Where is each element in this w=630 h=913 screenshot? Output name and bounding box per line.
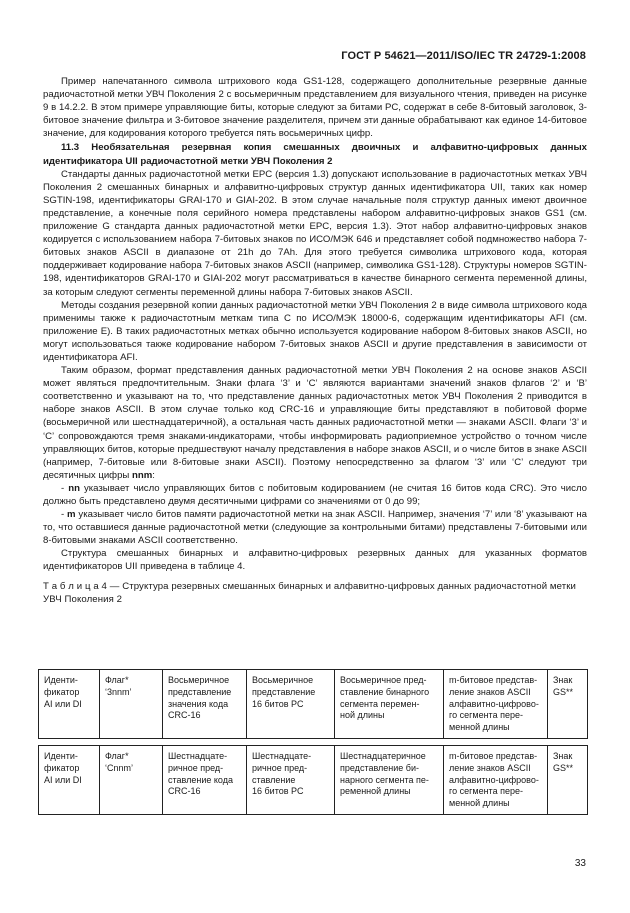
cell-crc: [163, 670, 247, 739]
cell-line: Восьмеричное: [168, 675, 230, 685]
cell-line: Шестнадцате-: [168, 751, 228, 761]
cell-pc-bits: [247, 746, 335, 815]
cell-binary-segment: [335, 746, 444, 815]
cell-line: нарного сегмента пе-: [340, 774, 429, 785]
section-title: 11.3 Необязательная резервная копия смешанных двоичных и алфавитно-цифровых данных идентификатора UII радиочастотной метки УВЧ Поколения 2: [43, 142, 587, 167]
cell-line: AI или DI: [44, 698, 82, 709]
cell-line: фикатор: [44, 686, 80, 697]
paragraph-barcode-example: Пример напечатанного символа штрихового кода GS1-128, содержащего дополнительные резервные данные радиочастотной метки УВЧ Поколения 2 с восьмеричным представлением для визуального чтения, приведен на рисунке 9 в 14.2.2. В этом примере управляющие биты, которые следуют за битами PC, содержат в себе 8-битовый заголовок, 3-битовое значение фильтра и 3-битовое значение разделителя, причем эти данные обрабатывают как единое 14-битовое значение, для кодирования которого требуется пять восьмеричных цифр.: [43, 76, 587, 140]
cell-ascii-segment: [444, 670, 548, 739]
cell-line: значения кода: [168, 698, 229, 709]
cell-line: ление знаков ASCII: [449, 762, 531, 773]
table-octal-structure: [38, 669, 588, 739]
cell-line: Восьмеричное пред-: [340, 675, 427, 685]
cell-line: m-битовое представ-: [449, 675, 538, 685]
cell-line: представление би-: [340, 762, 419, 773]
cell-line: 16 битов PC: [252, 786, 304, 797]
cell-line: Шестнадцатеричное: [340, 751, 426, 761]
table-caption: Т а б л и ц а 4 — Структура резервных смешанных бинарных и алфавитно-цифровых данных радиочастотной метки УВЧ Поколения 2: [43, 580, 576, 605]
cell-line: CRC-16: [168, 786, 201, 797]
cell-line: Шестнадцате-: [252, 751, 312, 761]
table-hex-structure: [38, 745, 588, 815]
cell-line: ричное пред-: [252, 762, 308, 773]
paragraph-epc-standards: Стандарты данных радиочастотной метки EPC (версия 1.3) допускают использование в радиочастотных метках УВЧ Поколения 2 смешанных бинарных и алфавитно-цифровых структур данных идентификатора UII, таких как номер SGTIN-198, идентификаторы GRAI-170 и GIAI-202. В этом случае начальные поля структур данных имеют двоичное представление, а конечные поля серийного номера представлены набором алфавитно-цифровых знаков GS1 (см. приложение G стандарта данных радиочастотной метки EPC, версия 1.3). Этот набор алфавитно-цифровых знаков кодируется с использованием набора 7-битовых знаков по ИСО/МЭК 646 и представляет собой подмножество набора 7-битовых знаков ASCII в диапазоне от 21h до 7Ah. Для этого требуется символика штрихового кода, которая поддерживает кодирование набора 7-битовых знаков ASCII (например, символика GS1-128). Структуры номеров SGTIN-198, идентификаторов GRAI-170 и GIAI-202 могут рассматриваться в качестве бинарного сегмента переменной длины, за которым следуют сегменты переменной длины набора 7-битовых знаков ASCII.: [43, 168, 587, 298]
cell-ascii-segment: [444, 746, 548, 815]
cell-line: алфавитно-цифрово-: [449, 774, 539, 785]
nn-code: nn: [68, 482, 80, 494]
list-dash: -: [61, 482, 69, 494]
cell-line: CRC-16: [168, 710, 201, 721]
cell-line: го сегмента пере-: [449, 710, 523, 721]
cell-line: m-битовое представ-: [449, 751, 538, 761]
cell-line: GS**: [553, 686, 574, 697]
body-text: [43, 75, 587, 606]
cell-crc: [163, 746, 247, 815]
cell-line: Флаг*: [105, 675, 129, 685]
cell-pc-bits: [247, 670, 335, 739]
cell-line: сегмента перемен-: [340, 698, 420, 709]
list-item-m: [43, 508, 587, 547]
page-number: 33: [574, 858, 586, 869]
list-item-m-text: указывает число битов памяти радиочастотной метки на знак ASCII. Например, значения ‘7’ или ‘8’ указывают на то, что оставшиеся данные радиочастотной метки (следующие за контрольными битами) представлены 7-битовыми или 8-битовыми знаками ASCII соответственно.: [43, 509, 587, 547]
cell-line: Знак: [553, 751, 573, 761]
cell-line: представление: [252, 686, 316, 697]
cell-line: AI или DI: [44, 774, 82, 785]
cell-line: представление: [168, 686, 232, 697]
cell-line: Восьмеричное: [252, 675, 314, 685]
m-code: m: [67, 509, 76, 521]
cell-line: ставление кода: [168, 774, 233, 785]
cell-line: ременной длины: [340, 786, 411, 797]
cell-line: ставление бинарного: [340, 686, 430, 697]
list-item-nn-text: указывает число управляющих битов с побитовым кодированием (не считая 16 битов кода CRC). Это число должно быть представлено двумя десятичными цифрами со значениями от 0 до 99;: [43, 482, 587, 507]
cell-flag: [100, 670, 163, 739]
cell-line: Иденти-: [44, 751, 78, 761]
cell-binary-segment: [335, 670, 444, 739]
cell-line: менной длины: [449, 798, 510, 809]
cell-gs-sign: [548, 670, 588, 739]
table-row: [39, 670, 588, 739]
cell-identifier: [39, 670, 100, 739]
table-row: [39, 746, 588, 815]
cell-gs-sign: [548, 746, 588, 815]
cell-line: фикатор: [44, 762, 80, 773]
colon: :: [152, 469, 155, 481]
cell-line: менной длины: [449, 722, 510, 733]
cell-identifier: [39, 746, 100, 815]
paragraph-table-reference: Структура смешанных бинарных и алфавитно-цифровых резервных данных для указанных форматов идентификаторов UII приведена в таблице 4.: [43, 548, 587, 573]
cell-line: ‘3nnm’: [105, 686, 132, 697]
cell-line: ‘Cnnm’: [105, 762, 134, 773]
cell-line: алфавитно-цифрово-: [449, 698, 539, 709]
cell-line: 16 битов PC: [252, 698, 304, 709]
cell-line: Флаг*: [105, 751, 129, 761]
cell-line: го сегмента пере-: [449, 786, 523, 797]
paragraph-ascii-format-text: Таким образом, формат представления данных радиочастотной метки УВЧ Поколения 2 на основе знаков ASCII может являться предпочтительным. Знаки флага ‘3’ и ‘C’ являются вариантами значений знаков флагов ‘2’ и ‘B’ соответственно и указывают на то, что представление данных радиочастотных меток УВЧ Поколения 2 приводится в наборе знаков ASCII. В этом случае только код CRC-16 и управляющие биты представляют в побитовой форме (восьмеричной или шестнадцатеричной), а остальная часть данных радиочастотной метки — знаками ASCII. Флаги ‘3’ и ‘C’ сопровождаются тремя знаками-индикаторами, чтобы информировать радиоприемное устройство о точном числе управляющих битов, которые предшествуют началу представления в наборе знаков ASCII, и о числе битов в знаке ASCII (например, 7-битовые или 8-битовые знаки ASCII). Поэтому непосредственно за флагом ‘3’ или ‘C’ следуют три десятичных цифры: [43, 365, 588, 481]
cell-line: ставление: [252, 774, 296, 785]
cell-line: Знак: [553, 675, 573, 685]
paragraph-backup-methods: Методы создания резервной копии данных радиочастотной метки УВЧ Поколения 2 в виде символа штрихового кода применимы также к радиочастотным меткам типа C по ИСО/МЭК 18000-6, содержащим идентификаторы AFI (см. приложение E). В таких радиочастотных метках обычно используется кодирование набором 8-битовых знаков ASCII, но могут использоваться также кодирование набором 7-битовых знаков ASCII и другие представления в зависимости от идентификатора AFI.: [43, 299, 587, 363]
cell-line: ление знаков ASCII: [449, 686, 531, 697]
cell-line: GS**: [553, 762, 574, 773]
cell-flag: [100, 746, 163, 815]
list-dash: -: [61, 509, 68, 521]
cell-line: ной длины: [340, 710, 385, 721]
list-item-nn: [43, 482, 587, 508]
page-header: ГОСТ Р 54621—2011/ISO/IEC TR 24729-1:2008: [341, 50, 586, 62]
paragraph-ascii-format: [43, 364, 587, 482]
cell-line: ричное пред-: [168, 762, 224, 773]
nnm-code: nnm: [131, 469, 153, 481]
cell-line: Иденти-: [44, 675, 78, 685]
